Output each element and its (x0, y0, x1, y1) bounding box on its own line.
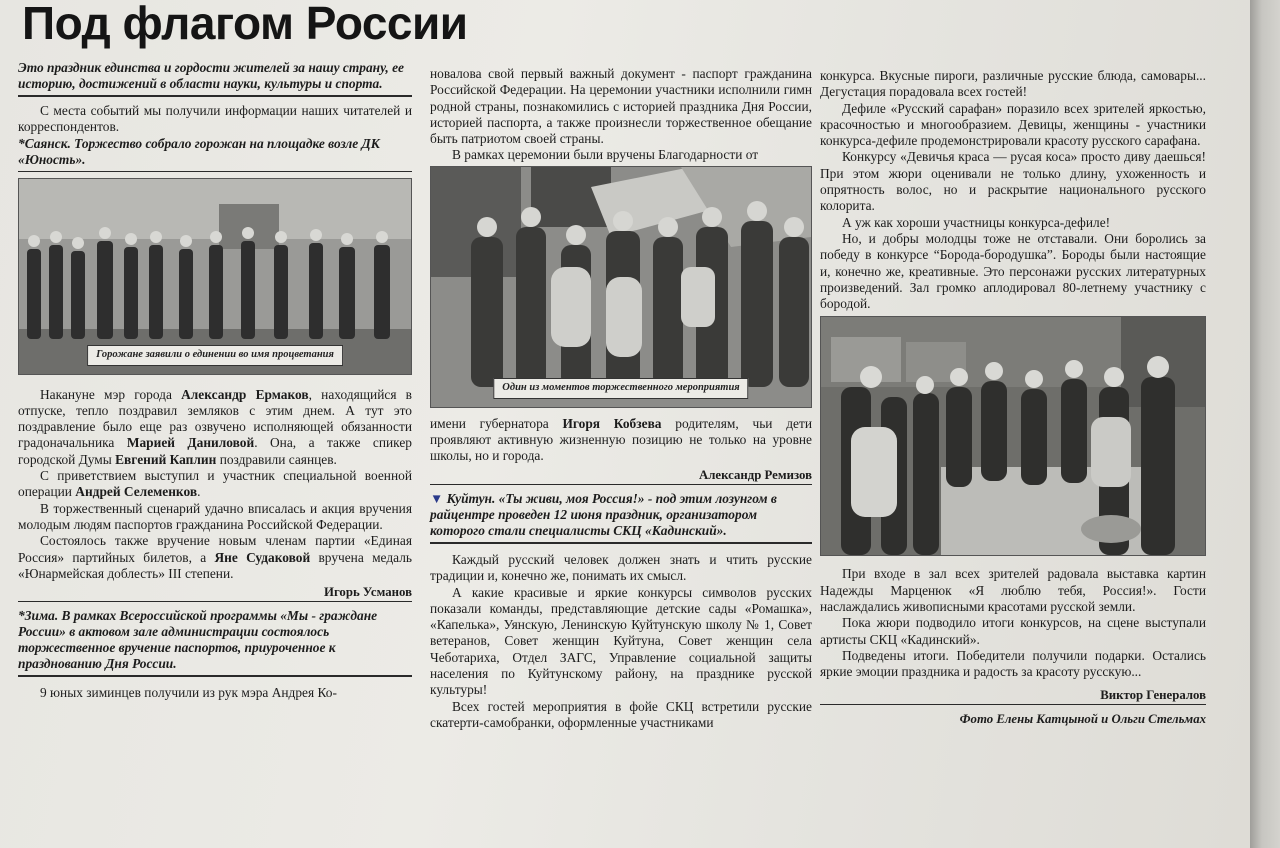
person-name: Игоря Кобзева (562, 415, 662, 431)
photo-sayansk (18, 178, 412, 375)
section-heading-zima: *Зима. В рамках Всероссийской программы «Мы - граждане России» в актовом зале администрации состоялось торжественное вручение паспортов, приуроченное к празднованию Дня России. (18, 608, 378, 672)
paragraph-mayor: Накануне мэр города Александр Ермаков, находящийся в отпуске, тепло поздравил земляков с этим днем. А тут это поздравление было еще раз озвучено исполняющей обязанности градоначальника Марией Даниловой. Она, а также спикер городской Думы Евгений Каплин поздравили саянцев. (18, 386, 412, 467)
author-signature: Игорь Усманов (18, 584, 412, 602)
photo-caption-sayansk: Горожане заявили о единении во имя процветания (87, 345, 343, 365)
person-name: Евгений Каплин (115, 451, 217, 467)
photo-kuytun-image (821, 317, 1205, 555)
column-1 (18, 60, 412, 702)
person-name: Андрей Селеменков (75, 484, 198, 500)
section-heading-sayansk: *Саянск. Торжество собрало горожан на площадке возле ДК «Юность». (18, 135, 380, 167)
section-marker-icon: ▼ (430, 490, 444, 506)
paragraph-traditions: Каждый русский человек должен знать и чтить русские традиции и, конечно же, понимать их смысл. (430, 551, 812, 584)
divider (430, 542, 812, 544)
intro-paragraph: С места событий мы получили информации наших читателей и корреспондентов. (18, 103, 412, 135)
section-heading-kuytun: ▼ Куйтун. «Ты живи, моя Россия!» - под этим лозунгом в райцентре проведен 12 июня праздник, организатором которого стали специалисты СКЦ «Кадинский». (430, 490, 777, 538)
author-signature: Александр Ремизов (430, 467, 812, 485)
paragraph-tasting: конкурса. Вкусные пироги, различные русские блюда, самовары... Дегустация порадовала всех гостей! (820, 68, 1206, 100)
divider (18, 95, 412, 97)
paragraph-governor: имени губернатора Игоря Кобзева родителям, чьи дети проявляют активную жизненную позицию не только на уровне школы, но и города. (430, 415, 812, 464)
paragraph-results: Подведены итоги. Победители получили подарки. Остались яркие эмоции праздника и радость за красоту русскую... (820, 647, 1206, 680)
paragraph-zima: 9 юных зиминцев получили из рук мэра Андрея Ко- (40, 685, 337, 701)
photo-credit: Фото Елены Катцыной и Ольги Стельмах (959, 711, 1206, 726)
author-signature: Виктор Генералов (820, 687, 1206, 705)
person-name: Яне Судаковой (214, 549, 311, 565)
photo-kuytun (820, 316, 1206, 556)
paragraph-guests: Всех гостей мероприятия в фойе СКЦ встретили русские скатерти-самобранки, оформленные участниками (430, 698, 812, 730)
divider (18, 675, 412, 677)
photo-ceremony (430, 166, 812, 408)
paragraph-passports: В торжественный сценарий удачно вписалась и акция вручения молодым людям паспортов гражданина Российской Федерации. (18, 500, 412, 532)
photo-caption-ceremony: Один из моментов торжественного мероприятия (493, 378, 748, 398)
paragraph-artists: Пока жюри подводило итоги конкурсов, на сцене выступали артисты СКЦ «Кадинский». (820, 615, 1206, 647)
paragraph-greeting: С приветствием выступил и участник специальной военной операции Андрей Селеменков. (18, 468, 412, 500)
paragraph-party: Состоялось также вручение новым членам партии «Единая Россия» партийных билетов, а Яне Судаковой вручена медаль «Юнармейская доблесть» III степени. (18, 533, 412, 581)
paragraph-exhibition: При входе в зал всех зрителей радовала выставка картин Надежды Марценюк «Я люблю тебя, Россия!». Гости наслаждались живописными красотами русской земли. (820, 566, 1206, 615)
paragraph-boroda: Но, и добры молодцы тоже не отставали. Они боролись за победу в конкурсе “Борода-бородушка”. Бороды были настоящие и, конечно же, креативные. Это персонажи русских литературных произведений. Зал громко аплодировал 80-летнему участнику с бородой. (820, 230, 1206, 312)
paragraph-participants: А уж как хороши участницы конкурса-дефиле! (842, 214, 1111, 230)
photo-ceremony-image (431, 167, 811, 407)
page-headline: Под флагом России (22, 0, 468, 49)
paragraph-kosa: Конкурсу «Девичья краса — русая коса» просто диву даешься! При этом жюри оценивали не только длину, ухоженность и опрятность волос, но и раскрытие национального русского колорита. (820, 149, 1206, 214)
column-3 (820, 68, 1206, 727)
column-2 (430, 66, 812, 731)
page-edge (1250, 0, 1280, 848)
paragraph-sarafan: Дефиле «Русский сарафан» поразило всех зрителей яркостью, красочностью и многообразием. Девицы, женщины - участники конкурса-дефиле продемонстрировали красоту русского сарафана. (820, 100, 1206, 149)
person-name: Марией Даниловой (126, 435, 255, 451)
article-lead: Это праздник единства и гордости жителей за нашу страну, ее историю, достижений в области науки, культуры и спорта. (18, 60, 404, 91)
paragraph-contests: А какие красивые и яркие конкурсы символов русских показали команды, представляющие детские сады «Ромашка», «Капелька», Уянскую, Ленинскую Куйтунскую школу № 1, Совет ветеранов, Совет женщин Куйтуна, Совет женщин села Чеботариха, Отдел ЗАГС, Управление социальной защиты населения по Куйтунскому району, на празднике русской культуры! (430, 584, 812, 698)
paragraph-thanks: В рамках церемонии были вручены Благодарности от (452, 147, 759, 163)
person-name: Александр Ермаков (181, 386, 309, 402)
divider (18, 171, 412, 172)
paragraph-ceremony: новалова свой первый важный документ - паспорт гражданина Российской Федерации. На церемонии участники исполнили гимн родной страны, познакомились с историей праздника Дня России, историей паспорта, а также произнесли торжественное обещание быть патриотом своей страны. (430, 66, 812, 147)
